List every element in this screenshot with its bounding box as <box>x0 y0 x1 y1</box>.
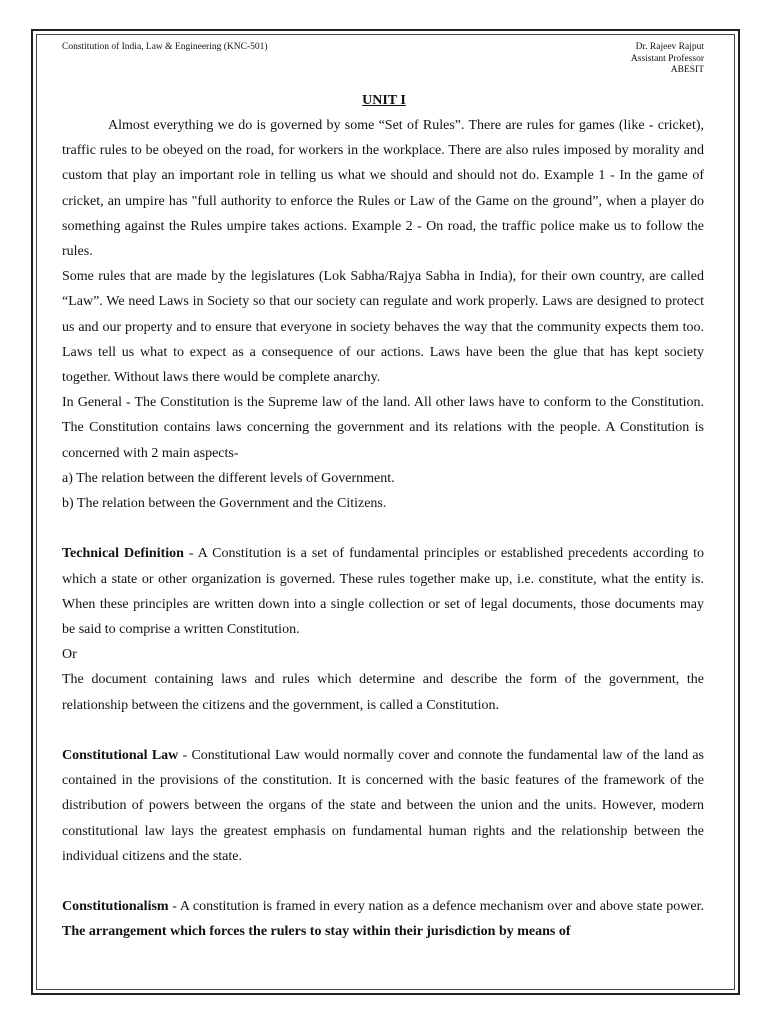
technical-definition-text: - A Constitution is a set of fundamental principles or established precedents according to which a state or other organization is governed. These rules together make up, i.e. constitute, what the entity is. When these principles are written down into a single collection or set of legal documents, those documents may be said to comprise a written Constitution. <box>62 546 705 638</box>
paragraph-technical-definition <box>62 541 704 642</box>
paragraph-constitutionalism <box>62 894 704 944</box>
author-institution: ABESIT <box>670 65 704 75</box>
term-technical-definition: Technical Definition <box>62 546 184 562</box>
term-constitutionalism: Constitutionalism <box>62 899 169 915</box>
author-designation: Assistant Professor <box>630 53 704 64</box>
course-title: Constitution of India, Law & Engineering (KNC-501) <box>62 42 268 52</box>
constitutional-law-text: - Constitutional Law would normally cover and connote the fundamental law of the land as contained in the provisions of the constitution. It is concerned with the basic features of the framework of the distribution of powers between the organs of the state and between the union and the units. However, modern constitutional law lays the greatest emphasis on fundamental human rights and the relationship between the individual citizens and the state. <box>62 748 704 864</box>
body-text <box>62 113 704 945</box>
paragraph-document-definition: The document containing laws and rules which determine and describe the form of the government, the relationship between the citizens and the government, is called a Constitution. <box>62 672 704 713</box>
author-name: Dr. Rajeev Rajput <box>635 42 704 52</box>
or-separator: Or <box>62 647 77 663</box>
spacer <box>62 869 704 894</box>
author-block <box>631 42 704 77</box>
paragraph-constitutional-law <box>62 743 704 869</box>
paragraph-intro: Almost everything we do is governed by some “Set of Rules”. There are rules for games (like - cricket), traffic rules to be obeyed on the road, for workers in the workplace. There are also rules imposed by morality and custom that play an important role in telling us what we should and should not do. Example 1 - In the game of cricket, an umpire has "full authority to enforce the Rules or Law of the Game on the ground”, when a player do something against the Rules umpire takes actions. Example 2 - On road, the traffic police make us to follow the rules. <box>62 118 704 260</box>
paragraph-general: In General - The Constitution is the Supreme law of the land. All other laws have to conform to the Constitution. The Constitution contains laws concerning the government and its relations with the people. A Constitution is concerned with 2 main aspects- <box>62 395 704 461</box>
spacer <box>62 718 704 743</box>
aspect-a: a) The relation between the different levels of Government. <box>62 470 395 486</box>
constitutionalism-text: - A constitution is framed in every nation as a defence mechanism over and above state power. <box>168 899 704 915</box>
constitutionalism-bold-text: The arrangement which forces the rulers to stay within their jurisdiction by means of <box>62 924 571 940</box>
unit-title: UNIT I <box>362 93 406 108</box>
paragraph-laws: Some rules that are made by the legislatures (Lok Sabha/Rajya Sabha in India), for their own country, are called “Law”. We need Laws in Society so that our society can regulate and work properly. Laws are designed to protect us and our property and to ensure that everyone in society behaves the way that the community expects them too. Laws tell us what to expect as a consequence of our actions. Laws have been the glue that has kept society together. Without laws there would be complete anarchy. <box>62 269 704 386</box>
aspect-b: b) The relation between the Government and the Citizens. <box>62 496 387 512</box>
term-constitutional-law: Constitutional Law <box>62 748 179 764</box>
spacer <box>62 516 704 541</box>
